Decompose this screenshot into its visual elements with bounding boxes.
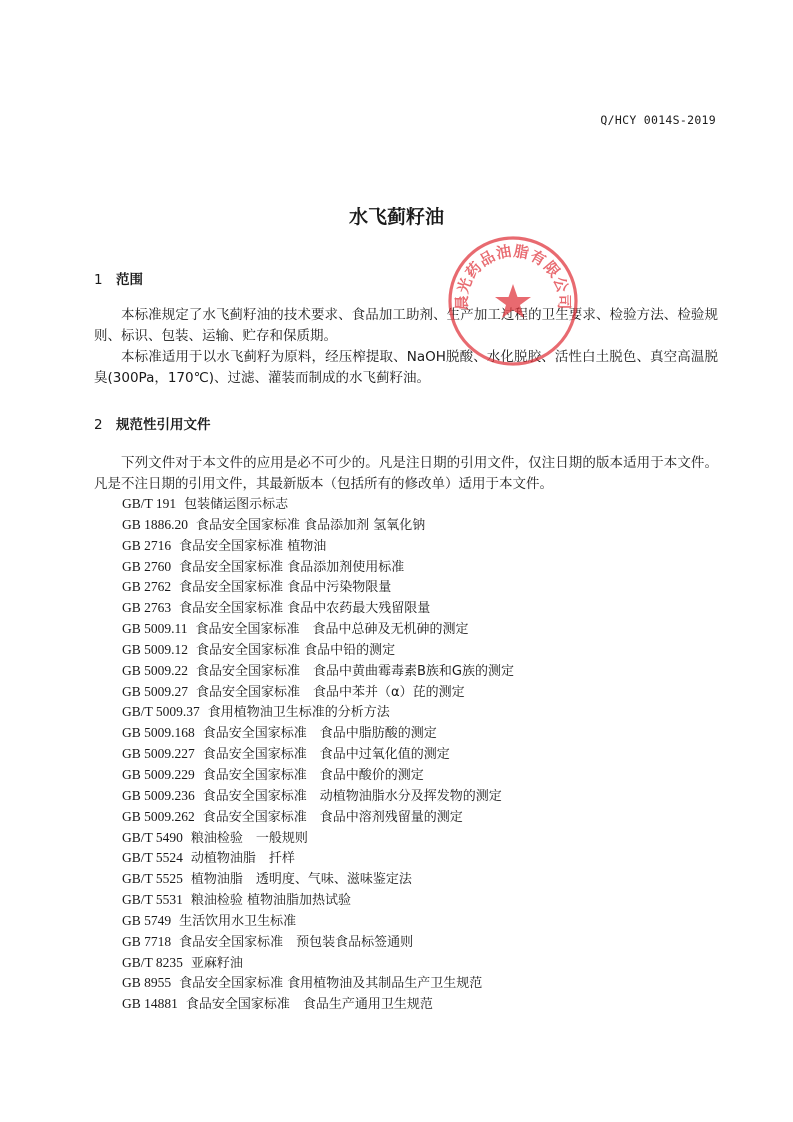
normative-references-list [122, 494, 514, 1015]
reference-item [122, 994, 514, 1015]
reference-code: GB/T 5009.37 [122, 704, 200, 720]
reference-title: 食品安全国家标准 食品添加剂 氢氧化钠 [196, 517, 426, 533]
section-number: 1 [94, 272, 103, 288]
reference-item [122, 828, 514, 849]
reference-title: 植物油脂 透明度、气味、滋味鉴定法 [190, 872, 412, 888]
reference-title: 食品安全国家标准 食品中总砷及无机砷的测定 [195, 622, 469, 638]
reference-code: GB 2762 [122, 579, 172, 595]
reference-title: 食品安全国家标准 预包装食品标签通则 [179, 934, 414, 950]
reference-title: 食品安全国家标准 食用植物油及其制品生产卫生规范 [179, 976, 483, 992]
reference-title: 粮油检验 一般规则 [190, 830, 308, 846]
reference-title: 食品安全国家标准 食品中溶剂残留量的测定 [202, 809, 463, 825]
reference-item [122, 577, 514, 598]
reference-code: GB/T 8235 [122, 954, 183, 970]
seal-star-icon [495, 284, 531, 318]
standard-code: Q/HCY 0014S-2019 [600, 113, 716, 127]
reference-item [122, 598, 514, 619]
section-title: 范围 [116, 272, 143, 288]
reference-code: GB 5009.229 [122, 766, 195, 782]
reference-title: 食品安全国家标准 动植物油脂水分及挥发物的测定 [202, 788, 502, 804]
reference-title: 动植物油脂 扦样 [190, 851, 295, 867]
section-title: 规范性引用文件 [116, 417, 211, 433]
reference-item [122, 911, 514, 932]
reference-code: GB 5009.27 [122, 683, 189, 699]
reference-title: 生活饮用水卫生标准 [179, 913, 297, 929]
reference-item [122, 848, 514, 869]
reference-title: 食品安全国家标准 食品中脂肪酸的测定 [202, 726, 437, 742]
reference-title: 亚麻籽油 [190, 955, 243, 971]
reference-title: 食品安全国家标准 食品中污染物限量 [179, 580, 392, 596]
reference-title: 食品安全国家标准 食品添加剂使用标准 [179, 559, 405, 575]
section-1-paragraph-2: 本标准适用于以水飞蓟籽为原料，经压榨提取、NaOH脱酸、水化脱胶、活性白土脱色、真空高温脱臭(300Pa，170℃)、过滤、灌装而制成的水飞蓟籽油。 [94, 349, 718, 386]
reference-code: GB 5009.11 [122, 621, 188, 637]
reference-item [122, 744, 514, 765]
reference-title: 食品安全国家标准 食品中过氧化值的测定 [202, 747, 450, 763]
company-seal-stamp [446, 234, 580, 368]
reference-code: GB 5009.12 [122, 641, 189, 657]
reference-code: GB 8955 [122, 975, 172, 991]
reference-code: GB 1886.20 [122, 516, 189, 532]
reference-item [122, 890, 514, 911]
section-2-paragraph-1: 下列文件对于本文件的应用是必不可少的。凡是注日期的引用文件，仅注日期的版本适用于本文件。凡是不注日期的引用文件，其最新版本（包括所有的修改单）适用于本文件。 [94, 455, 718, 492]
reference-code: GB 14881 [122, 996, 178, 1012]
reference-title: 食品安全国家标准 食品中酸价的测定 [202, 767, 424, 783]
reference-code: GB 5009.262 [122, 808, 195, 824]
reference-code: GB 5009.22 [122, 662, 189, 678]
reference-code: GB/T 5525 [122, 871, 183, 887]
reference-item [122, 557, 514, 578]
reference-code: GB 5749 [122, 912, 172, 928]
reference-item [122, 932, 514, 953]
reference-item [122, 515, 514, 536]
reference-title: 食品安全国家标准 食品中苯并（α）芘的测定 [196, 684, 465, 700]
reference-code: GB/T 5531 [122, 892, 183, 908]
reference-item [122, 807, 514, 828]
reference-item [122, 619, 514, 640]
reference-code: GB/T 191 [122, 496, 177, 511]
reference-item [122, 661, 514, 682]
section-number: 2 [94, 417, 103, 433]
reference-title: 食品安全国家标准 食品生产通用卫生规范 [185, 997, 433, 1013]
reference-item [122, 869, 514, 890]
section-1-paragraph-1: 本标准规定了水飞蓟籽油的技术要求、食品加工助剂、生产加工过程的卫生要求、检验方法、检验规则、标识、包装、运输、贮存和保质期。 [94, 307, 718, 344]
document-title: 水飞蓟籽油 [348, 206, 444, 228]
seal-text: 晨光药品油脂有限公司 [452, 241, 574, 311]
reference-item [122, 723, 514, 744]
reference-code: GB/T 5524 [122, 850, 183, 866]
reference-title: 食用植物油卫生标准的分析方法 [207, 705, 390, 721]
reference-title: 食品安全国家标准 食品中黄曲霉毒素B族和G族的测定 [196, 663, 515, 679]
reference-code: GB 2760 [122, 558, 172, 574]
reference-item [122, 536, 514, 557]
reference-item [122, 494, 514, 515]
reference-title: 食品安全国家标准 植物油 [179, 538, 327, 554]
reference-title: 食品安全国家标准 食品中铅的测定 [196, 642, 396, 658]
reference-item [122, 702, 514, 723]
reference-code: GB 5009.227 [122, 746, 195, 762]
reference-code: GB 5009.236 [122, 787, 195, 803]
reference-item [122, 953, 514, 974]
reference-item [122, 682, 514, 703]
reference-item [122, 973, 514, 994]
reference-code: GB 5009.168 [122, 725, 195, 741]
section-1-heading [94, 268, 143, 288]
reference-code: GB 7718 [122, 933, 172, 949]
reference-title: 包装储运图示标志 [184, 497, 289, 512]
section-2-heading [94, 413, 211, 433]
reference-title: 食品安全国家标准 食品中农药最大残留限量 [179, 601, 431, 617]
reference-item [122, 640, 514, 661]
reference-code: GB 2716 [122, 537, 172, 553]
reference-item [122, 765, 514, 786]
reference-item [122, 786, 514, 807]
reference-code: GB 2763 [122, 600, 172, 616]
reference-title: 粮油检验 植物油脂加热试验 [190, 893, 352, 909]
reference-code: GB/T 5490 [122, 829, 183, 845]
